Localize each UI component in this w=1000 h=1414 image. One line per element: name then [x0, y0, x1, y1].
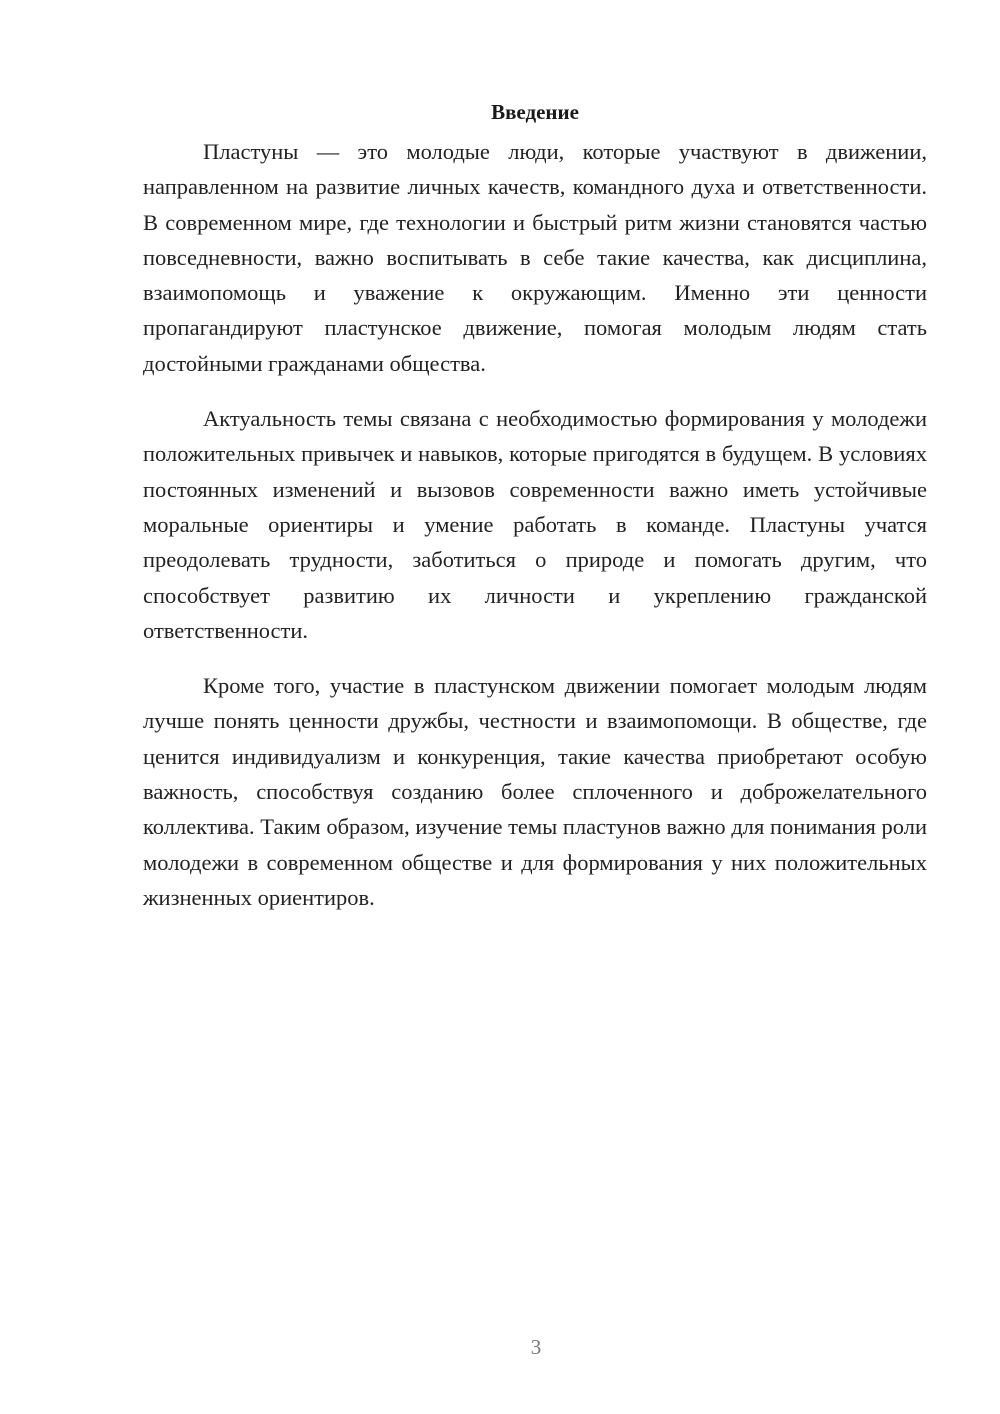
paragraph-conclusion: Кроме того, участие в пластунском движении помогает молодым людям лучше понять ценности дружбы, честности и взаимопомощи. В обществе, где ценится индивидуализм и конкуренция, такие качества приобретают особую важность, способствуя созданию более сплоченного и доброжелательного коллектива. Таким образом, изучение темы пластунов важно для понимания роли молодежи в современном обществе и для формирования у них положительных жизненных ориентиров.: [143, 673, 927, 910]
paragraph-intro: Пластуны — это молодые люди, которые участвуют в движении, направленном на развитие личных качеств, командного духа и ответственности. В современном мире, где технологии и быстрый ритм жизни становятся частью повседневности, важно воспитывать в себе такие качества, как дисциплина, взаимопомощь и уважение к окружающим. Именно эти ценности пропагандируют пластунское движение, помогая молодым людям стать достойными гражданами общества.: [143, 139, 927, 376]
paragraph-relevance: Актуальность темы связана с необходимостью формирования у молодежи положительных привычек и навыков, которые пригодятся в будущем. В условиях постоянных изменений и вызовов современности важно иметь устойчивые моральные ориентиры и умение работать в команде. Пластуны учатся преодолевать трудности, заботиться о природе и помогать другим, что способствует развитию их личности и укреплению гражданской ответственности.: [143, 406, 927, 643]
page-number: 3: [530, 1335, 542, 1359]
page-content: [143, 98, 927, 935]
section-heading: Введение: [491, 100, 579, 124]
